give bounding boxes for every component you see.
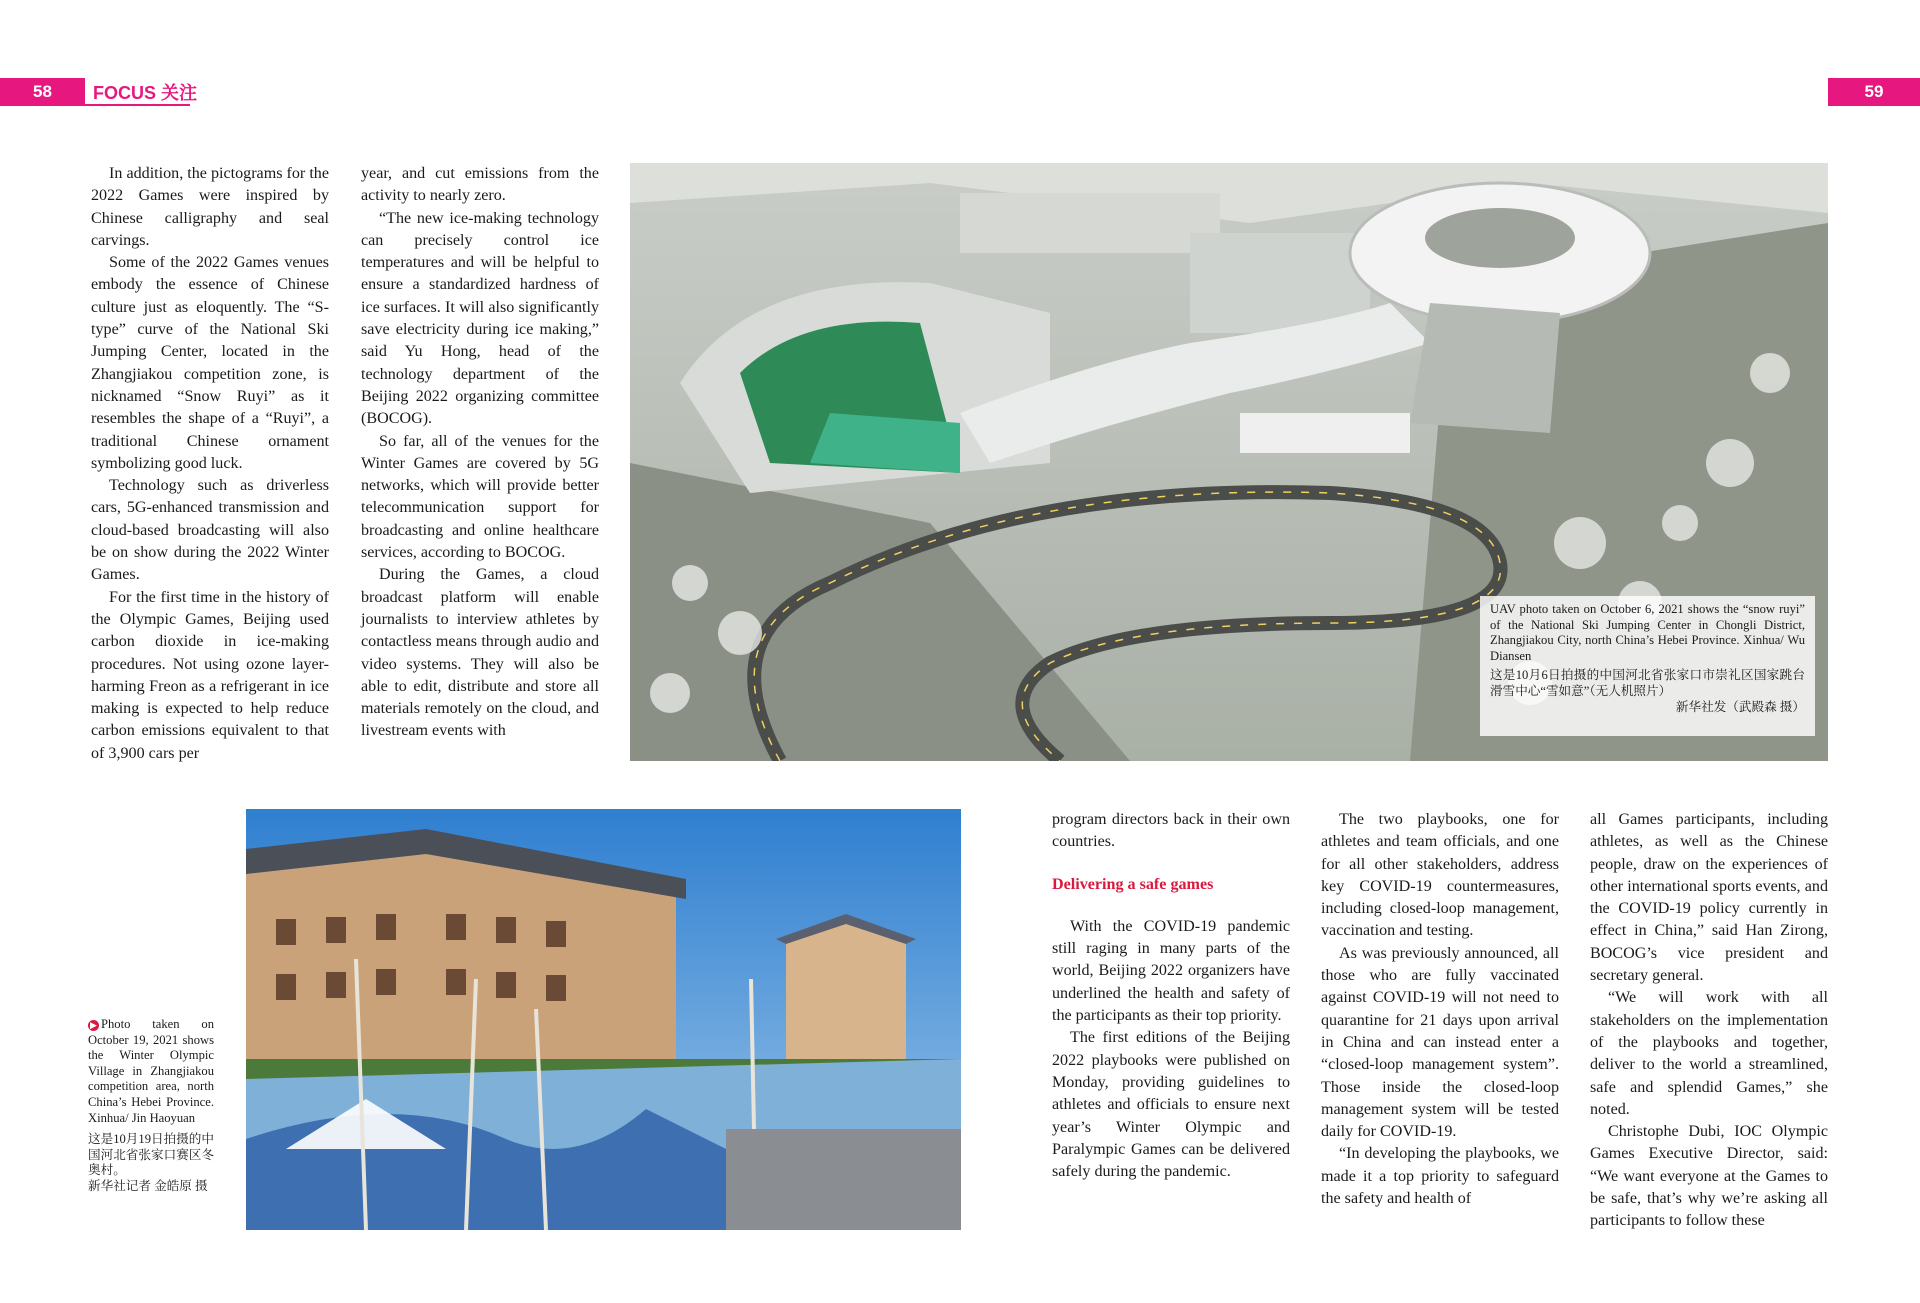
photo-caption-olympic-village bbox=[88, 1017, 214, 1195]
paragraph: As was previously announced, all those who are fully vaccinated against COVID-19 will not need to quarantine for 21 days upon arrival in China and can instead enter a “closed-loop management system”. Those inside the closed-loop management system will be tested daily for COVID-19. bbox=[1321, 944, 1559, 1141]
olympic-village-photo bbox=[246, 809, 961, 1230]
section-label: FOCUS 关注 bbox=[93, 83, 198, 103]
paragraph: During the Games, a cloud broadcast platform will enable journalists to interview athletes by contactless means through audio and video systems. They will also be able to edit, distribute and store all materials remotely on the cloud, and livestream events with bbox=[361, 566, 599, 740]
caption-english: Photo taken on October 19, 2021 shows the Winter Olympic Village in Zhangjiakou competition area, north China’s Hebei Province. Xinhua/ Jin Haoyuan bbox=[88, 1017, 214, 1125]
paragraph: The first editions of the Beijing 2022 playbooks were published on Monday, providing guidelines to athletes and officials to ensure next year’s Winter Olympic and Paralympic Games can be delivered safely during the pandemic. bbox=[1052, 1029, 1290, 1181]
paragraph: Technology such as driverless cars, 5G-enhanced transmission and cloud-based broadcasting will also be on show during the 2022 Winter Games. bbox=[91, 477, 329, 584]
caption-chinese-credit: 新华社发（武殿森 摄） bbox=[1675, 699, 1805, 714]
paragraph: “In developing the playbooks, we made it a top priority to safeguard the safety and health of bbox=[1321, 1145, 1559, 1208]
caption-chinese: 这是10月19日拍摄的中国河北省张家口赛区冬奥村。 bbox=[88, 1132, 214, 1178]
page-number-right: 59 bbox=[1828, 78, 1920, 106]
article-column-3 bbox=[1052, 809, 1290, 1183]
article-column-2 bbox=[361, 163, 599, 743]
paragraph: With the COVID-19 pandemic still raging in many parts of the world, Beijing 2022 organizers have underlined the health and safety of the participants as their top priority. bbox=[1052, 917, 1290, 1025]
paragraph: Some of the 2022 Games venues embody the essence of Chinese culture just as eloquently. The “S-type” curve of the National Ski Jumping Center, located in the Zhangjiakou competition zone, is nicknamed “Snow Ruyi” as it resembles the shape of a “Ruyi”, a traditional Chinese ornament symbolizing good luck. bbox=[91, 254, 329, 472]
section-heading: Delivering a safe games bbox=[1052, 875, 1214, 893]
caption-chinese-credit: 新华社记者 金皓原 摄 bbox=[88, 1178, 208, 1193]
paragraph: So far, all of the venues for the Winter Games are covered by 5G networks, which will provide better telecommunication support for broadcasting and online healthcare services, according to BOCOG. bbox=[361, 432, 599, 562]
caption-chinese: 这是10月6日拍摄的中国河北省张家口市崇礼区国家跳台滑雪中心“雪如意”（无人机照片） bbox=[1490, 668, 1805, 698]
paragraph: “We will work with all stakeholders on the implementation of the playbooks and together, deliver to the world a streamlined, safe and splendid Games,” she noted. bbox=[1590, 989, 1828, 1118]
paragraph: program directors back in their own countries. bbox=[1052, 811, 1290, 851]
paragraph: For the first time in the history of the Olympic Games, Beijing used carbon dioxide in ice-making procedures. Not using ozone layer-harming Freon as a refrigerant in ice making is expected to help reduce carbon emissions equivalent to that of 3,900 cars per bbox=[91, 588, 329, 762]
article-column-4 bbox=[1321, 809, 1559, 1210]
paragraph: year, and cut emissions from the activity to nearly zero. bbox=[361, 165, 599, 205]
paragraph: all Games participants, including athletes, as well as the Chinese people, draw on the experiences of other international sports events, and the COVID-19 policy currently in effect in China,” said Han Zirong, BOCOG’s vice president and secretary general. bbox=[1590, 811, 1828, 985]
paragraph: The two playbooks, one for athletes and team officials, and one for all other stakeholders, address key COVID-19 countermeasures, including closed-loop management, vaccination and testing. bbox=[1321, 811, 1559, 940]
paragraph: “The new ice-making technology can precisely control ice temperatures and will be helpful to ensure a standardized hardness of ice surfaces. It will also significantly save electricity during ice making,” said Yu Hong, head of the technology department of the Beijing 2022 organizing committee (BOCOG). bbox=[361, 209, 599, 428]
page-number-left: 58 bbox=[0, 78, 85, 106]
header-rule bbox=[0, 104, 190, 106]
paragraph: In addition, the pictograms for the 2022 Games were inspired by Chinese calligraphy and seal carvings. bbox=[91, 165, 329, 249]
paragraph: Christophe Dubi, IOC Olympic Games Executive Director, said: “We want everyone at the Games to be safe, that’s why we’re asking all participants to follow these bbox=[1590, 1123, 1828, 1230]
caption-arrow-icon: ▶ bbox=[88, 1020, 99, 1031]
page-header-left bbox=[0, 78, 207, 106]
article-column-1 bbox=[91, 163, 329, 765]
photo-caption-ski-jumping bbox=[1480, 596, 1815, 736]
caption-english: UAV photo taken on October 6, 2021 shows the “snow ruyi” of the National Ski Jumping Center in Chongli District, Zhangjiakou City, north China’s Hebei Province. Xinhua/ Wu Diansen bbox=[1490, 602, 1805, 663]
article-column-5 bbox=[1590, 809, 1828, 1233]
